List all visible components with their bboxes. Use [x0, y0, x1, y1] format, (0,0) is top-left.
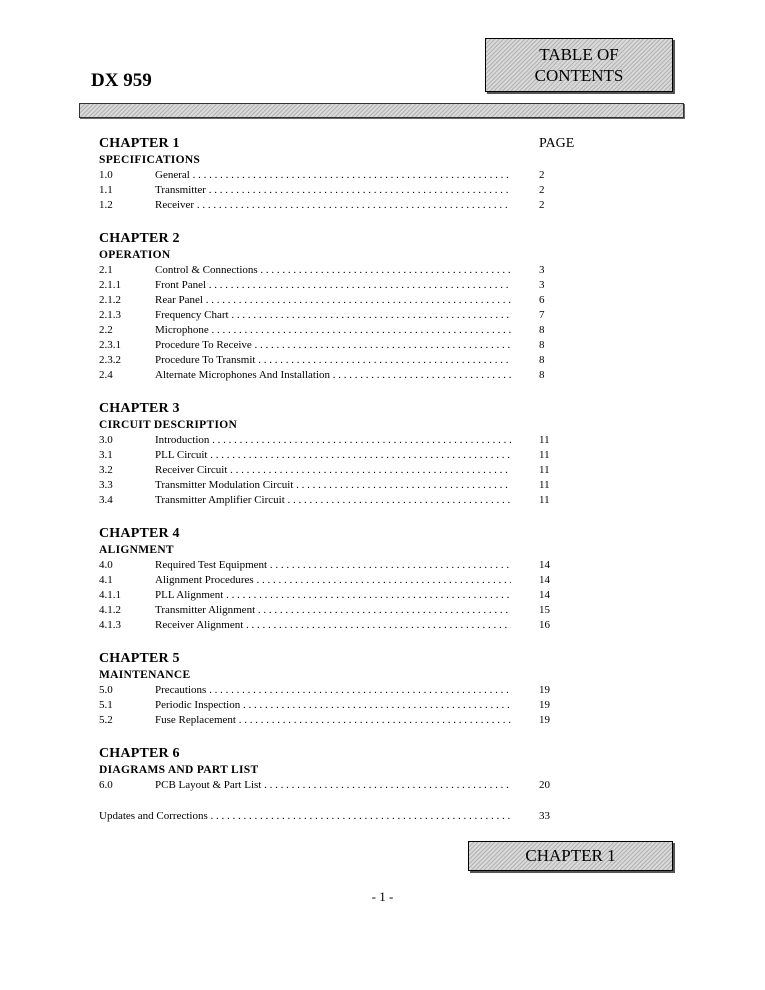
- entry-page: 8: [539, 339, 545, 351]
- entry-page: 15: [539, 604, 550, 616]
- toc-title-line2: CONTENTS: [534, 66, 624, 85]
- entry-number: 2.1.2: [99, 294, 121, 306]
- entry-title: Front Panel . . .: [155, 278, 511, 293]
- toc-entry[interactable]: [99, 353, 579, 368]
- chapter-title: CHAPTER 2: [99, 231, 180, 246]
- chapter-title: CHAPTER 5: [99, 651, 180, 666]
- entry-page: 11: [539, 464, 550, 476]
- toc-title-line1: TABLE OF: [539, 45, 619, 64]
- entry-page: 14: [539, 589, 550, 601]
- entry-number: 3.3: [99, 479, 113, 491]
- toc-entry[interactable]: [99, 698, 579, 713]
- entry-page: 2: [539, 169, 545, 181]
- entry-number: 3.4: [99, 494, 113, 506]
- header-divider-bar: [79, 103, 684, 118]
- entry-number: 4.1: [99, 574, 113, 586]
- entry-page: 6: [539, 294, 545, 306]
- toc-entry[interactable]: [99, 293, 579, 308]
- table-of-contents-box: [485, 38, 673, 92]
- entry-number: 5.1: [99, 699, 113, 711]
- entry-title: Receiver Alignment . . .: [155, 618, 511, 633]
- entry-page: 19: [539, 684, 550, 696]
- entry-number: 2.1.3: [99, 309, 121, 321]
- chapter-title: CHAPTER 3: [99, 401, 180, 416]
- entry-title: Precautions . . .: [155, 683, 511, 698]
- entry-page: 16: [539, 619, 550, 631]
- entry-number: 2.3.1: [99, 339, 121, 351]
- entry-number: 4.1.3: [99, 619, 121, 631]
- entry-title: Rear Panel . . .: [155, 293, 511, 308]
- chapter-title: CHAPTER 1: [99, 136, 180, 151]
- entry-page: 11: [539, 479, 550, 491]
- toc-entry[interactable]: [99, 338, 579, 353]
- entry-title: Alternate Microphones And Installation . . .: [155, 368, 511, 383]
- chapter-subtitle: SPECIFICATIONS: [99, 154, 201, 166]
- toc-entry[interactable]: [99, 168, 579, 183]
- entry-title: Transmitter Modulation Circuit . . .: [155, 478, 511, 493]
- entry-title: Transmitter Amplifier Circuit . . .: [155, 493, 511, 508]
- chapter-label-box: CHAPTER 1: [468, 841, 673, 871]
- entry-number: 2.2: [99, 324, 113, 336]
- entry-page: 2: [539, 199, 545, 211]
- toc-entry[interactable]: [99, 463, 579, 478]
- entry-number: 3.1: [99, 449, 113, 461]
- toc-entry[interactable]: [99, 308, 579, 323]
- entry-title: Fuse Replacement . . .: [155, 713, 511, 728]
- entry-title: PCB Layout & Part List . . .: [155, 778, 511, 793]
- entry-number: 3.0: [99, 434, 113, 446]
- updates-title: Updates and Corrections . . .: [99, 809, 511, 824]
- entry-title: PLL Alignment . . .: [155, 588, 511, 603]
- chapter-title: CHAPTER 6: [99, 746, 180, 761]
- entry-number: 1.2: [99, 199, 113, 211]
- entry-title: Transmitter . . .: [155, 183, 511, 198]
- entry-number: 1.0: [99, 169, 113, 181]
- entry-title: Transmitter Alignment . . .: [155, 603, 511, 618]
- entry-number: 2.1.1: [99, 279, 121, 291]
- toc-entry[interactable]: [99, 323, 579, 338]
- entry-title: Microphone . . .: [155, 323, 511, 338]
- entry-page: 19: [539, 714, 550, 726]
- entry-page: 14: [539, 574, 550, 586]
- entry-title: Receiver Circuit . . .: [155, 463, 511, 478]
- entry-title: Procedure To Transmit . . .: [155, 353, 511, 368]
- entry-page: 3: [539, 279, 545, 291]
- toc-entry[interactable]: [99, 493, 579, 508]
- toc-list: [99, 136, 579, 824]
- entry-page: 20: [539, 779, 550, 791]
- chapter-section: [99, 746, 579, 793]
- entry-number: 2.1: [99, 264, 113, 276]
- chapter-subtitle: ALIGNMENT: [99, 544, 174, 556]
- chapter-title: CHAPTER 4: [99, 526, 180, 541]
- entry-page: 7: [539, 309, 545, 321]
- toc-entry[interactable]: [99, 478, 579, 493]
- entry-number: 4.1.1: [99, 589, 121, 601]
- toc-entry[interactable]: [99, 433, 579, 448]
- entry-page: 8: [539, 369, 545, 381]
- entry-title: Procedure To Receive . . .: [155, 338, 511, 353]
- entry-title: Frequency Chart . . .: [155, 308, 511, 323]
- entry-page: 2: [539, 184, 545, 196]
- entry-title: Required Test Equipment . . .: [155, 558, 511, 573]
- page-column-header: PAGE: [539, 136, 575, 151]
- entry-number: 5.2: [99, 714, 113, 726]
- toc-entry[interactable]: [99, 683, 579, 698]
- entry-title: Periodic Inspection . . .: [155, 698, 511, 713]
- chapter-subtitle: DIAGRAMS AND PART LIST: [99, 764, 259, 776]
- entry-number: 5.0: [99, 684, 113, 696]
- toc-entry[interactable]: [99, 198, 579, 213]
- chapter-subtitle: MAINTENANCE: [99, 669, 191, 681]
- entry-title: General . . .: [155, 168, 511, 183]
- toc-entry[interactable]: [99, 558, 579, 573]
- chapter-section: [99, 526, 579, 633]
- chapter-subtitle: CIRCUIT DESCRIPTION: [99, 419, 238, 431]
- entry-page: 8: [539, 354, 545, 366]
- toc-entry[interactable]: [99, 278, 579, 293]
- entry-page: 19: [539, 699, 550, 711]
- page-number: - 1 -: [371, 889, 394, 904]
- updates-page: 33: [539, 810, 550, 822]
- entry-title: PLL Circuit . . .: [155, 448, 511, 463]
- toc-entry[interactable]: [99, 183, 579, 198]
- entry-page: 3: [539, 264, 545, 276]
- chapter-section: [99, 651, 579, 728]
- chapter-section: [99, 136, 579, 213]
- entry-title: Alignment Procedures . . .: [155, 573, 511, 588]
- entry-title: Receiver . . .: [155, 198, 511, 213]
- updates-entry[interactable]: [99, 809, 579, 824]
- entry-number: 6.0: [99, 779, 113, 791]
- entry-title: Introduction . . .: [155, 433, 511, 448]
- toc-entry[interactable]: [99, 618, 579, 633]
- chapter-section: [99, 231, 579, 383]
- entry-number: 4.1.2: [99, 604, 121, 616]
- chapter-section: [99, 401, 579, 508]
- entry-page: 14: [539, 559, 550, 571]
- toc-entry[interactable]: [99, 603, 579, 618]
- model-name: DX 959: [91, 70, 152, 91]
- entry-number: 2.4: [99, 369, 113, 381]
- entry-page: 8: [539, 324, 545, 336]
- toc-entry[interactable]: [99, 448, 579, 463]
- toc-entry[interactable]: [99, 263, 579, 278]
- toc-entry[interactable]: [99, 588, 579, 603]
- entry-number: 4.0: [99, 559, 113, 571]
- toc-entry[interactable]: [99, 368, 579, 383]
- entry-page: 11: [539, 434, 550, 446]
- entry-page: 11: [539, 449, 550, 461]
- entry-number: 1.1: [99, 184, 113, 196]
- entry-number: 2.3.2: [99, 354, 121, 366]
- toc-entry[interactable]: [99, 573, 579, 588]
- toc-entry[interactable]: [99, 713, 579, 728]
- entry-number: 3.2: [99, 464, 113, 476]
- entry-page: 11: [539, 494, 550, 506]
- entry-title: Control & Connections . . .: [155, 263, 511, 278]
- chapter-subtitle: OPERATION: [99, 249, 171, 261]
- toc-entry[interactable]: [99, 778, 579, 793]
